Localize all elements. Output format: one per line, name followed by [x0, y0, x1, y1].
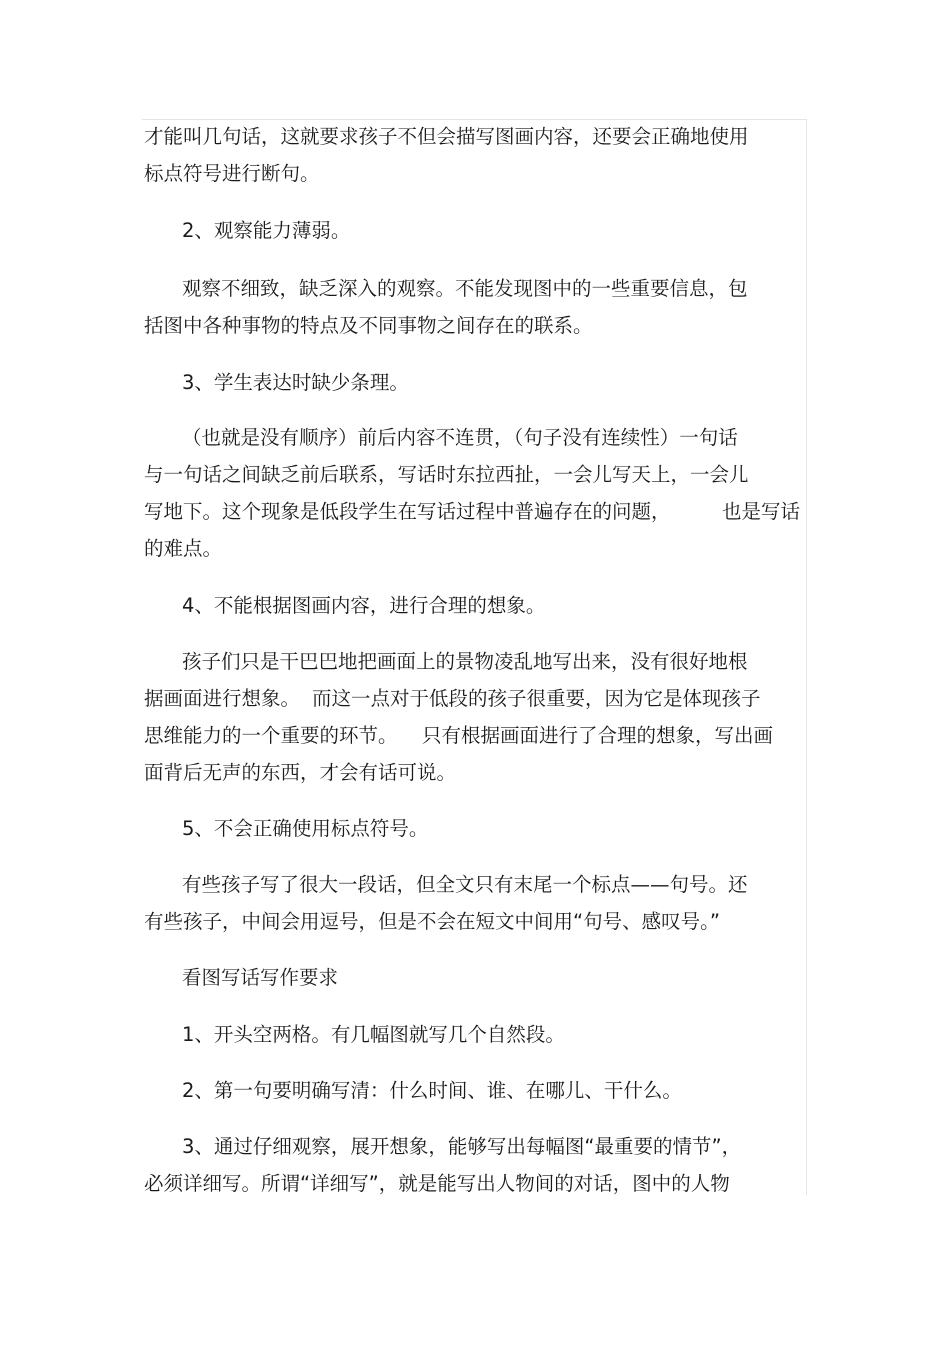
text-line: 标点符号进行断句。: [144, 162, 320, 185]
text-line: [144, 499, 804, 525]
text-line: 有些孩子，中间会用逗号，但是不会在短文中间用“句号、感叹号。”: [144, 910, 720, 933]
text-line: [144, 723, 804, 749]
section-title: 看图写话写作要求: [182, 966, 339, 989]
requirement-1: 1、开头空两格。有几幅图就写几个自然段。: [182, 1023, 565, 1046]
section-heading-4: 4、不能根据图画内容，进行合理的想象。: [182, 594, 546, 617]
text-line: （也就是没有顺序）前后内容不连贯，（句子没有连续性）一句话: [182, 426, 738, 449]
section-heading-3: 3、学生表达时缺少条理。: [182, 371, 409, 394]
text-segment: 只有根据画面进行了合理的想象，写出画: [422, 724, 774, 747]
requirement-3: 3、通过仔细观察，展开想象，能够写出每幅图“最重要的情节”，: [182, 1135, 742, 1158]
text-line: 有些孩子写了很大一段话，但全文只有末尾一个标点——句号。还: [182, 873, 748, 896]
text-line: 观察不细致，缺乏深入的观察。不能发现图中的一些重要信息，包: [182, 277, 748, 300]
section-heading-5: 5、不会正确使用标点符号。: [182, 817, 429, 840]
section-heading-2: 2、观察能力薄弱。: [182, 219, 351, 242]
text-segment: 据画面进行想象。: [144, 687, 301, 710]
text-line: 必须详细写。所谓“详细写”，就是能写出人物间的对话，图中的人物: [144, 1172, 730, 1195]
requirement-2: 2、第一句要明确写清：什么时间、谁、在哪儿、干什么。: [182, 1079, 682, 1102]
text-segment: 思维能力的一个重要的环节。: [144, 724, 398, 747]
text-line: 括图中各种事物的特点及不同事物之间存在的联系。: [144, 314, 593, 337]
text-segment: 写地下。这个现象是低段学生在写话过程中普遍存在的问题，: [144, 500, 671, 523]
text-line: 与一句话之间缺乏前后联系，写话时东拉西扯，一会儿写天上，一会儿: [144, 463, 749, 486]
text-line: 才能叫几句话，这就要求孩子不但会描写图画内容，还要会正确地使用: [144, 125, 749, 148]
text-line: 面背后无声的东西，才会有话可说。: [144, 761, 457, 784]
text-segment: 而这一点对于低段的孩子很重要，因为它是体现孩子: [312, 687, 761, 710]
text-line: [144, 686, 804, 712]
text-segment: 也是写话: [722, 500, 801, 523]
text-line: 孩子们只是干巴巴地把画面上的景物凌乱地写出来，没有很好地根: [182, 650, 748, 673]
text-line: 的难点。: [144, 537, 223, 560]
